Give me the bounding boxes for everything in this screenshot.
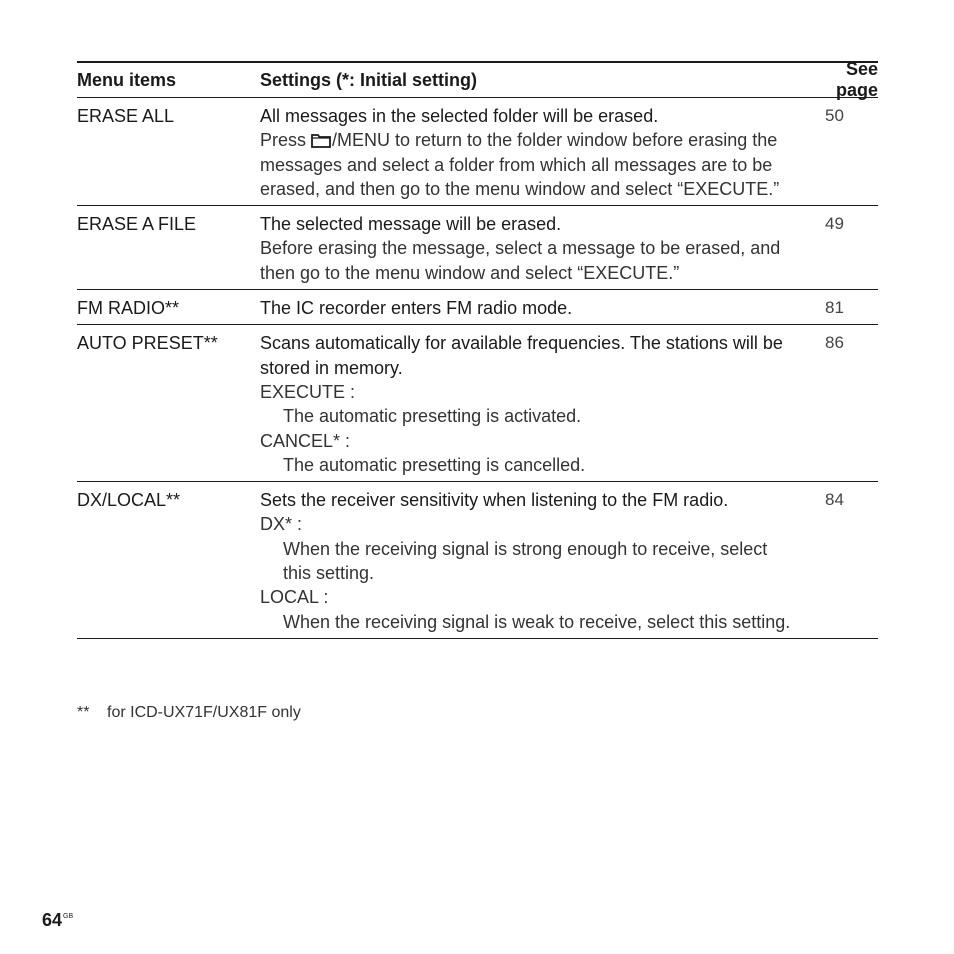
option-description: The automatic presetting is cancelled. <box>283 454 586 475</box>
setting-cell <box>260 98 800 205</box>
folder-icon <box>311 133 331 148</box>
setting-cell <box>260 290 800 324</box>
page-number-value: 64 <box>42 910 63 930</box>
setting-lead: Sets the receiver sensitivity when listening to the FM radio. <box>260 490 729 511</box>
setting-lead: The IC recorder enters FM radio mode. <box>260 298 573 319</box>
footnote-mark: ** <box>77 704 90 721</box>
footnote-text: for ICD-UX71F/UX81F only <box>107 704 301 721</box>
table-row <box>77 98 878 206</box>
option-label: DX* : <box>260 514 303 535</box>
setting-cell <box>260 482 800 638</box>
option-label: LOCAL : <box>260 587 329 608</box>
setting-lead: All messages in the selected folder will be erased. <box>260 106 659 126</box>
option-description: The automatic presetting is activated. <box>283 406 582 427</box>
desc-text-before: Press <box>260 130 312 151</box>
option-label: CANCEL* : <box>260 430 351 451</box>
page-number <box>42 910 73 931</box>
page-number-suffix: GB <box>63 913 74 920</box>
setting-description <box>260 128 800 201</box>
setting-lead: Scans automatically for available frequencies. The stations will be stored in memory. <box>260 333 783 378</box>
table-row <box>77 325 878 482</box>
setting-description: Before erasing the message, select a message to be erased, and then go to the menu window and select “EXECUTE.” <box>260 238 781 283</box>
setting-cell <box>260 206 800 289</box>
header-menu-items: Menu items <box>77 69 177 90</box>
table-header-row <box>77 59 878 100</box>
option-label: EXECUTE : <box>260 381 356 402</box>
table-row <box>77 206 878 290</box>
setting-cell <box>260 325 800 481</box>
header-settings: Settings (*: Initial setting) <box>260 69 478 90</box>
see-page-number: 81 <box>825 298 844 318</box>
setting-lead: The selected message will be erased. <box>260 214 562 235</box>
menu-item-name: AUTO PRESET** <box>77 333 218 354</box>
see-page-number: 84 <box>825 490 844 510</box>
see-page-number: 86 <box>825 333 844 353</box>
header-see-page: See page <box>835 59 878 100</box>
menu-item-name: ERASE ALL <box>77 106 175 126</box>
table-row <box>77 482 878 639</box>
see-page-number: 50 <box>825 106 844 125</box>
desc-text-after: /MENU to return to the folder window before erasing the messages and select a folder from which all messages are to be erased, and then go to the menu window and select “EXECUTE.” <box>260 130 780 199</box>
menu-item-name: ERASE A FILE <box>77 214 197 235</box>
option-description: When the receiving signal is weak to receive, select this setting. <box>283 611 791 632</box>
option-description: When the receiving signal is strong enough to receive, select this setting. <box>283 538 768 584</box>
table-row <box>77 290 878 325</box>
menu-settings-table <box>77 61 878 639</box>
menu-item-name: DX/LOCAL** <box>77 490 181 511</box>
menu-item-name: FM RADIO** <box>77 298 180 319</box>
see-page-number: 49 <box>825 214 844 234</box>
footnote <box>77 704 301 722</box>
